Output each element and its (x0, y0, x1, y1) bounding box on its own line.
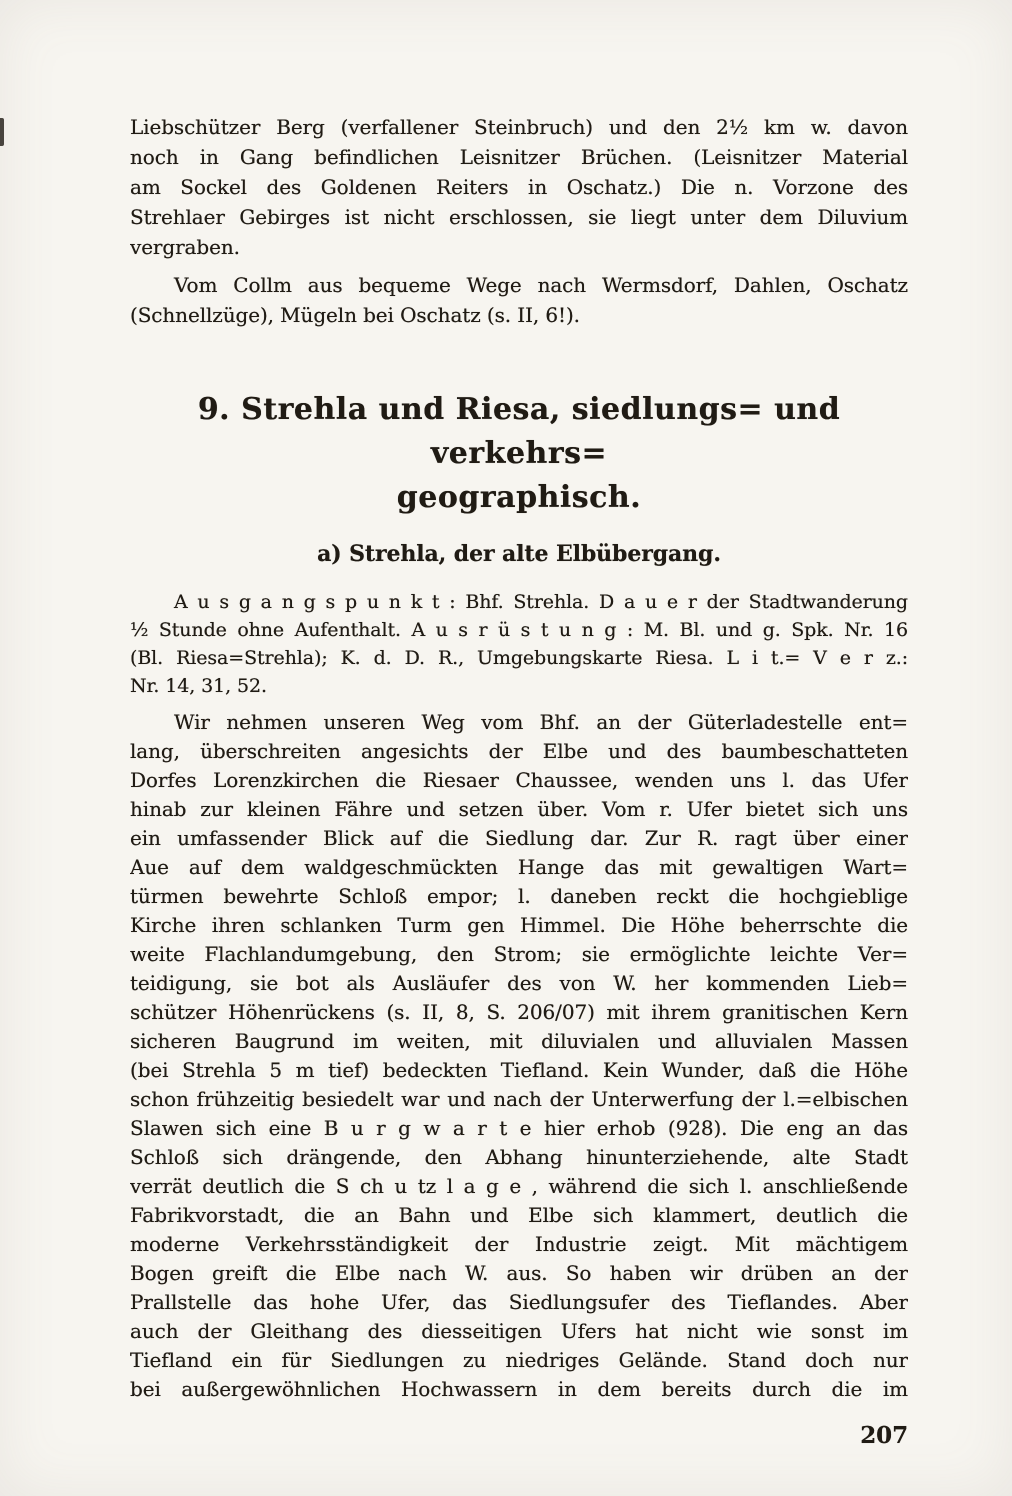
text-line: (bei Strehla 5 m tief) bedeckten Tiefland. Kein Wunder, daß die Höhe (130, 1058, 908, 1082)
page-number: 207 (860, 1422, 908, 1449)
text-block (130, 112, 908, 1450)
text-line: 9. Strehla und Riesa, siedlungs= und verkehrs= (197, 392, 841, 471)
text-line: A u s g a n g s p u n k t : Bhf. Strehla. D a u e r der Stadtwanderung (174, 591, 908, 613)
text-line: schützer Höhenrückens (s. II, 8, S. 206/07) mit ihrem granitischen Kern (130, 1000, 908, 1024)
tour-info-paragraph (130, 588, 908, 700)
text-line: Schloß sich drängende, den Abhang hinunterziehende, alte Stadt (130, 1145, 908, 1169)
text-line: weite Flachlandumgebung, den Strom; sie ermöglichte leichte Ver= (130, 942, 908, 966)
text-line: türmen bewehrte Schloß empor; l. daneben reckt die hochgieblige (130, 884, 908, 908)
text-line: ein umfassender Blick auf die Siedlung dar. Zur R. ragt über einer (130, 826, 908, 850)
scan-edge-artifact (0, 118, 4, 146)
text-line: teidigung, sie bot als Ausläufer des von W. her kommenden Lieb= (130, 971, 908, 995)
text-line: Strehlaer Gebirges ist nicht erschlossen, sie liegt unter dem Diluvium (130, 205, 908, 229)
text-line: hinab zur kleinen Fähre und setzen über. Vom r. Ufer bietet sich uns (130, 797, 908, 821)
text-line: noch in Gang befindlichen Leisnitzer Brüchen. (Leisnitzer Material (130, 145, 908, 169)
text-line: schon frühzeitig besiedelt war und nach der Unterwerfung der l.=elbischen (130, 1087, 908, 1111)
text-line: Vom Collm aus bequeme Wege nach Wermsdorf, Dahlen, Oschatz (174, 273, 908, 297)
text-line: Fabrikvorstadt, die an Bahn und Elbe sich klammert, deutlich die (130, 1203, 908, 1227)
text-line: auch der Gleithang des diesseitigen Ufers hat nicht wie sonst im (130, 1319, 908, 1343)
text-line: vergraben. (130, 235, 240, 259)
text-line: (Bl. Riesa=Strehla); K. d. D. R., Umgebungskarte Riesa. L i t.= V e r z.: (130, 647, 908, 669)
subsection-heading: a) Strehla, der alte Elbübergang. (317, 541, 721, 567)
text-line: Aue auf dem waldgeschmückten Hange das mit gewaltigen Wart= (130, 855, 908, 879)
text-line: Liebschützer Berg (verfallener Steinbruch) und den 2½ km w. davon (130, 115, 908, 139)
text-line: Prallstelle das hohe Ufer, das Siedlungsufer des Tieflandes. Aber (130, 1290, 908, 1314)
text-line: verrät deutlich die S ch u tz l a g e , während die sich l. anschließende (130, 1174, 908, 1198)
text-line: geographisch. (396, 480, 642, 515)
text-line: Dorfes Lorenzkirchen die Riesaer Chaussee, wenden uns l. das Ufer (130, 768, 908, 792)
text-line: ½ Stunde ohne Aufenthalt. A u s r ü s t u n g : M. Bl. und g. Spk. Nr. 16 (130, 619, 908, 641)
text-line: bei außergewöhnlichen Hochwassern in dem bereits durch die im (130, 1377, 908, 1401)
text-line: Bogen greift die Elbe nach W. aus. So haben wir drüben an der (130, 1261, 908, 1285)
text-line: sicheren Baugrund im weiten, mit diluvialen und alluvialen Massen (130, 1029, 908, 1053)
text-line: Wir nehmen unseren Weg vom Bhf. an der Güterladestelle ent= (174, 710, 908, 734)
paragraph-continued-from-previous-page (130, 112, 908, 262)
text-line: lang, überschreiten angesichts der Elbe und des baumbeschatteten (130, 739, 908, 763)
text-line: Slawen sich eine B u r g w a r t e hier erhob (928). Die eng an das (130, 1116, 908, 1140)
text-line: Tiefland ein für Siedlungen zu niedriges Gelände. Stand doch nur (130, 1348, 908, 1372)
text-line: (Schnellzüge), Mügeln bei Oschatz (s. II, 6!). (130, 303, 580, 327)
section-heading (130, 388, 908, 520)
text-line: moderne Verkehrsständigkeit der Industrie zeigt. Mit mächtigem (130, 1232, 908, 1256)
paragraph-collm-routes (130, 270, 908, 330)
text-line: Nr. 14, 31, 52. (130, 675, 267, 697)
main-body-paragraph (130, 708, 908, 1404)
text-line: Kirche ihren schlanken Turm gen Himmel. Die Höhe beherrschte die (130, 913, 908, 937)
text-line: am Sockel des Goldenen Reiters in Oschatz.) Die n. Vorzone des (130, 175, 908, 199)
